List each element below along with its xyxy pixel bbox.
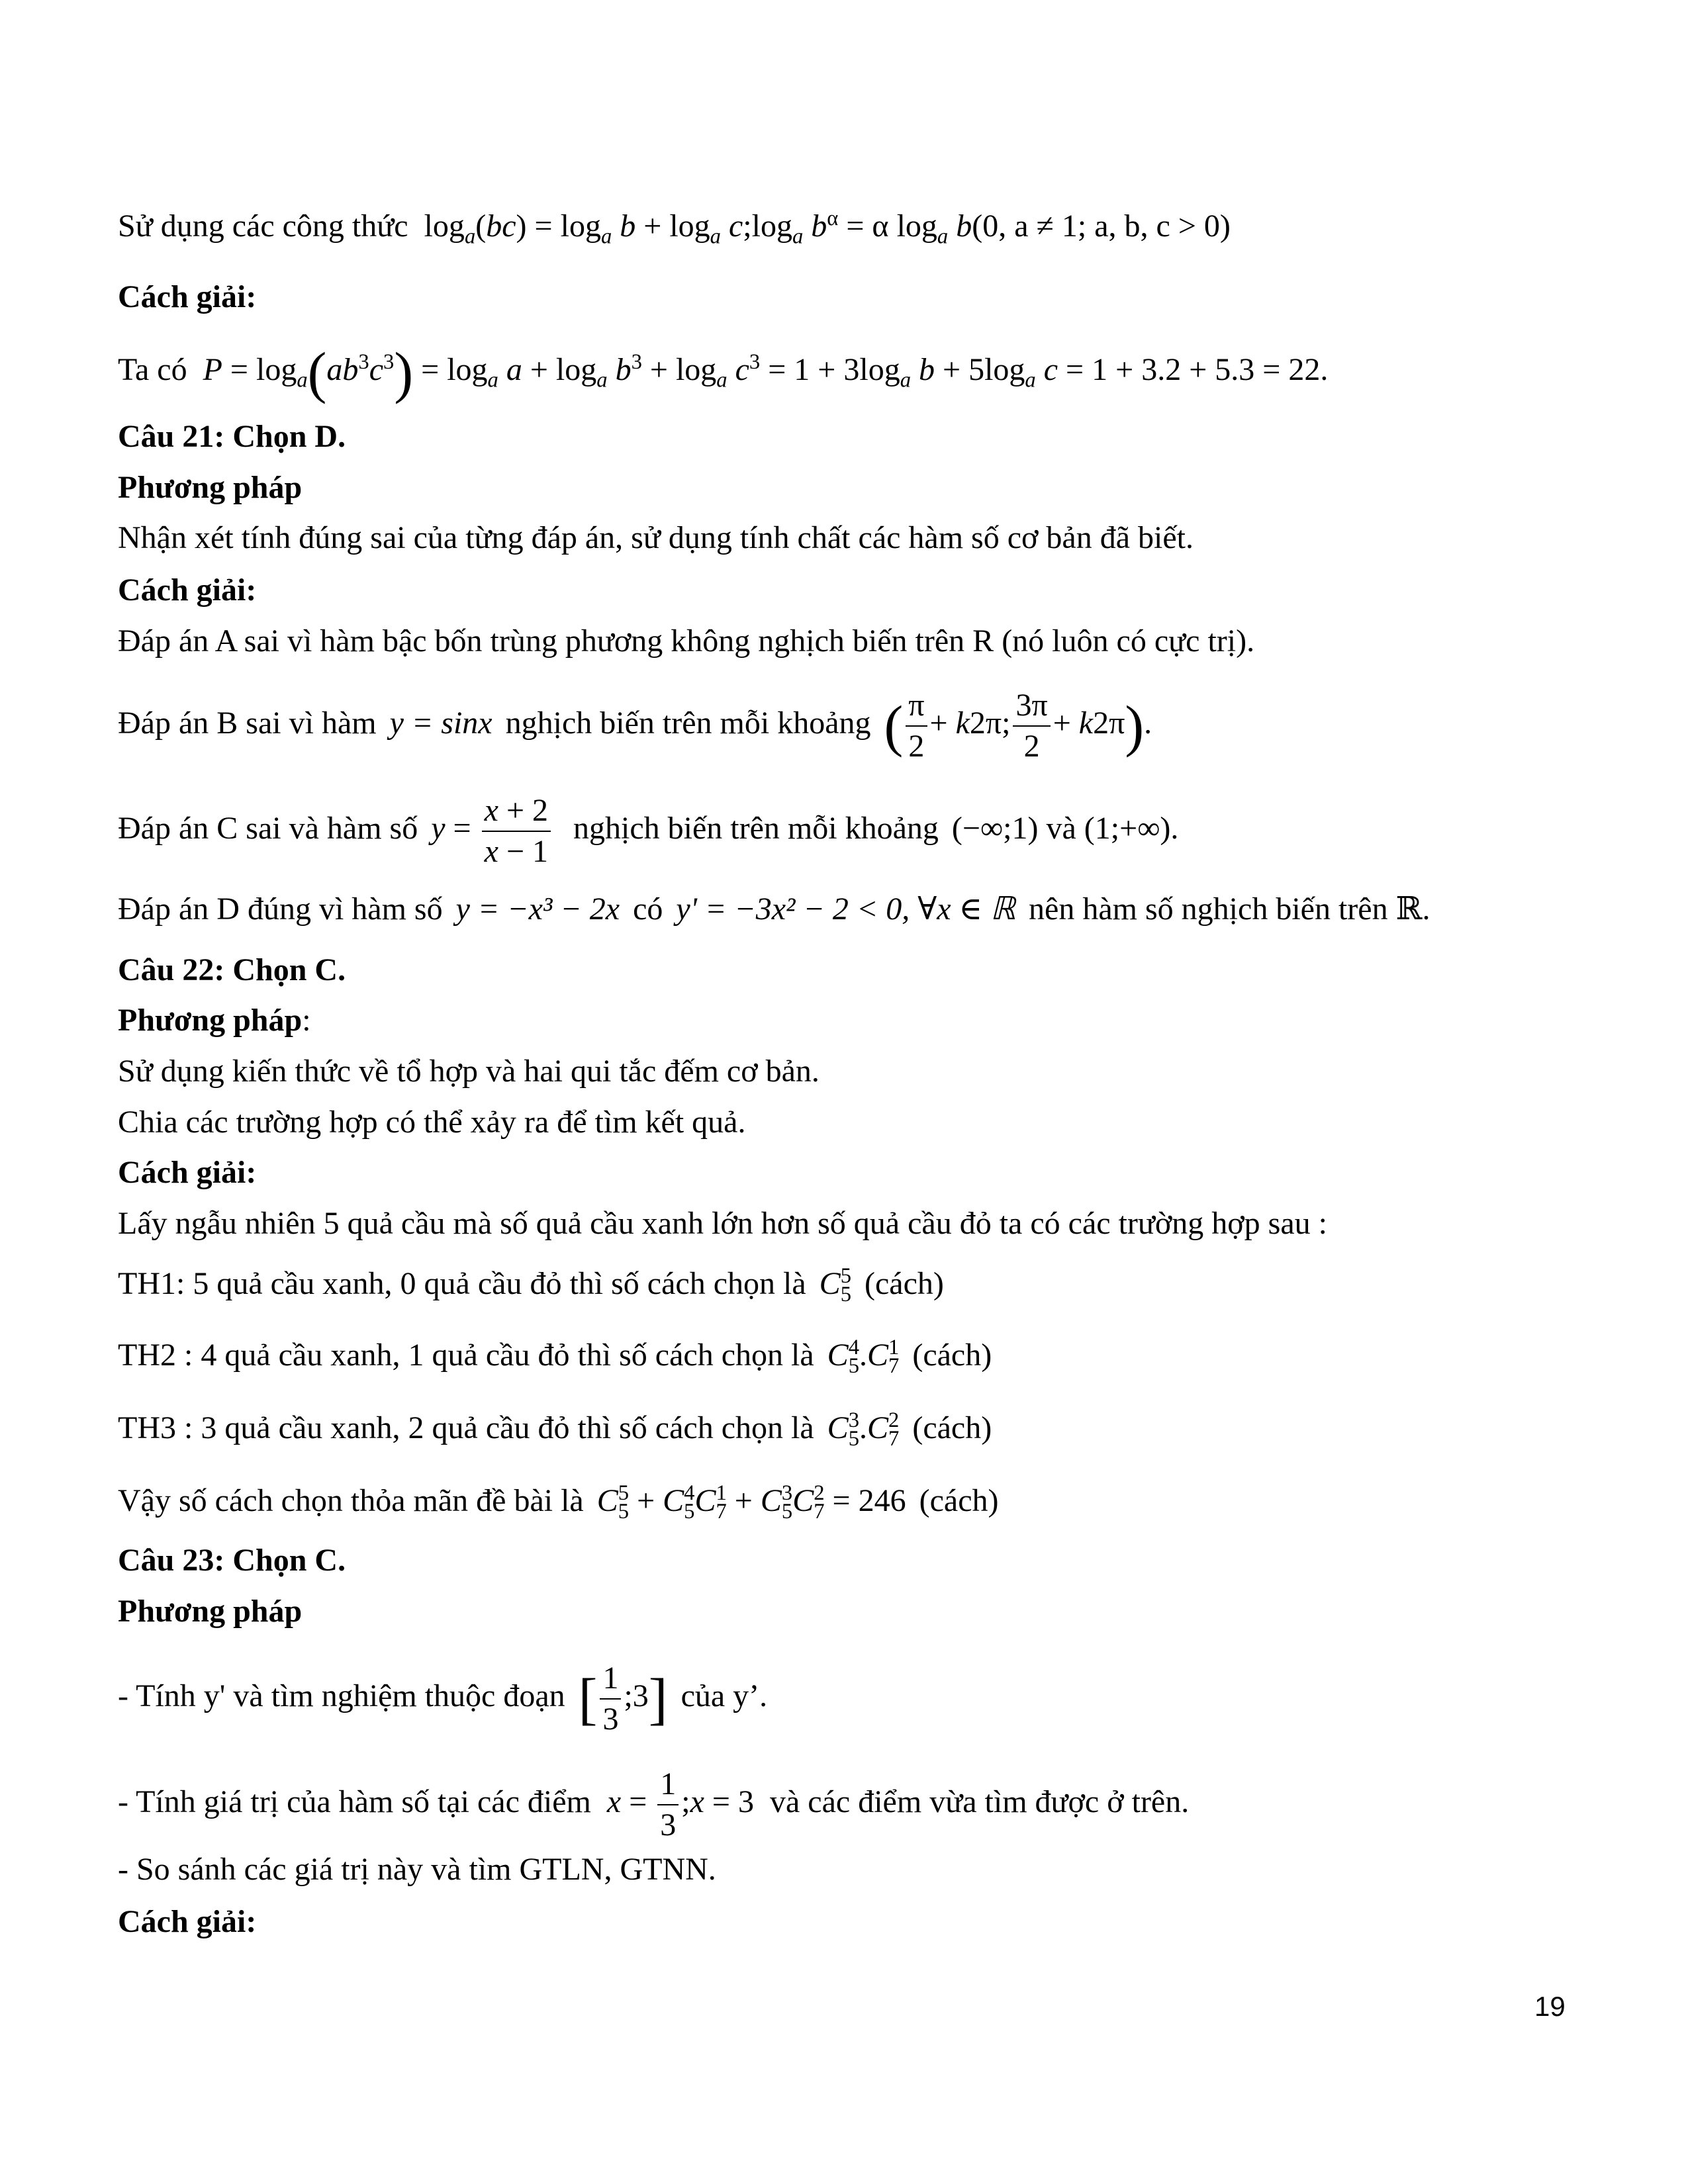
q22-method-line2: Chia các trường hợp có thể xảy ra để tìm kết quả. [118, 1105, 746, 1140]
q23-step3: - So sánh các giá trị này và tìm GTLN, GTNN. [118, 1852, 716, 1887]
log-rules-formula: $\log_a(bc) = \log_a b + \log_a$ $c;\log_a$ $b^\alpha = \alpha$ $\log_a b(0$, a ≠ 1; a, b, c > 0) [424, 206, 1231, 249]
q21-option-b: Đáp án B sai vì hàm y = sinx nghịch biến trên mỗi khoảng ( $\frac{\pi}{2}$ + k2π; $\frac{3\pi}{2}$ + k2π). [118, 686, 1152, 766]
q21-method-heading: Phương pháp [118, 470, 303, 505]
q21-method-text: Nhận xét tính đúng sai của từng đáp án, sử dụng tính chất các hàm số cơ bản đã biết. [118, 520, 1194, 555]
q21-option-b-interval: ( $\frac{\pi}{2}$ + k2π; $\frac{3\pi}{2}$ + k2π). [884, 705, 1152, 741]
q22-method-line1: Sử dụng kiến thức về tổ hợp và hai qui tắc đếm cơ bản. [118, 1054, 820, 1089]
q23-title: Câu 23: Chọn C. [118, 1543, 346, 1578]
q22-solution-heading: Cách giải: [118, 1155, 257, 1190]
q22-case2: TH2 : 4 quả cầu xanh, 1 quả cầu đỏ thì số cách chọn là $C^4_5.C^1_7$ (cách) [118, 1336, 992, 1378]
q20-solution-heading: Cách giải: [118, 279, 257, 314]
q20-solution-line: Ta có $P = \log_a(ab^3c^3) = \log_a a + \log_a b^3 + \log_a c^3 = 1 + 3\log_a$ $b + 5\log_a$ c = 1 + 3.2 + 5.3 = 22. [118, 341, 1329, 404]
q21-solution-heading: Cách giải: [118, 572, 257, 608]
q21-option-c: Đáp án C sai và hàm số y = $\frac{x + 2}{x - 1}$ nghịch biến trên mỗi khoảng (−∞;1) và (1;+∞). [118, 791, 1178, 872]
q21-option-d: Đáp án D đúng vì hàm số y = −x³ − 2x có y' = −3x² − 2 < 0, ∀x ∈ ℝ nên hàm số nghịch biến trên ℝ. [118, 891, 1430, 927]
q22-title: Câu 22: Chọn C. [118, 952, 346, 987]
q20-solution-formula: $P = \log_a(ab^3c^3) = \log_a a + \log_a b^3 + \log_a c^3 = 1 + 3\log_a$ $b + 5\log_a$ c = 1 + 3.2 + 5.3 = 22. [203, 341, 1329, 404]
q22-method-heading: Phương pháp: [118, 1003, 311, 1038]
q22-total: Vậy số cách chọn thỏa mãn đề bài là $C^5_5 + C^4_5C^1_7 + C^3_5C^2_7 = 246$ (cách) [118, 1481, 999, 1524]
q21-title: Câu 21: Chọn D. [118, 419, 346, 454]
q23-interval: [ $\frac{1}{3}$ ;3] [579, 1678, 676, 1713]
q22-case3: TH3 : 3 quả cầu xanh, 2 quả cầu đỏ thì số cách chọn là $C^3_5.C^2_7$ (cách) [118, 1408, 992, 1451]
q23-method-heading: Phương pháp [118, 1594, 303, 1629]
q23-step2: - Tính giá trị của hàm số tại các điểm x = $\frac{1}{3}$ ;x = 3 và các điểm vừa tìm được ở trên. [118, 1764, 1189, 1845]
q21-option-a: Đáp án A sai vì hàm bậc bốn trùng phương không nghịch biến trên R (nó luôn có cực trị). [118, 623, 1255, 659]
q22-case1: TH1: 5 quả cầu xanh, 0 quả cầu đỏ thì số cách chọn là $C^5_5$ (cách) [118, 1264, 944, 1306]
q23-step1: - Tính y' và tìm nghiệm thuộc đoạn [ $\frac{1}{3}$ ;3] của y’. [118, 1659, 767, 1739]
page-number: 19 [1534, 1991, 1566, 2022]
q21-option-c-func: y = $\frac{x + 2}{x - 1}$ [431, 811, 561, 846]
q23-solution-heading: Cách giải: [118, 1904, 257, 1939]
q22-intro: Lấy ngẫu nhiên 5 quả cầu mà số quả cầu xanh lớn hơn số quả cầu đỏ ta có các trường hợp sau : [118, 1206, 1327, 1241]
log-rules-line: Sử dụng các công thức $\log_a(bc) = \log_a b + \log_a$ $c;\log_a$ $b^\alpha = \alpha$ $\log_a b(0$, a ≠ 1; a, b, c > 0) [118, 206, 1231, 249]
